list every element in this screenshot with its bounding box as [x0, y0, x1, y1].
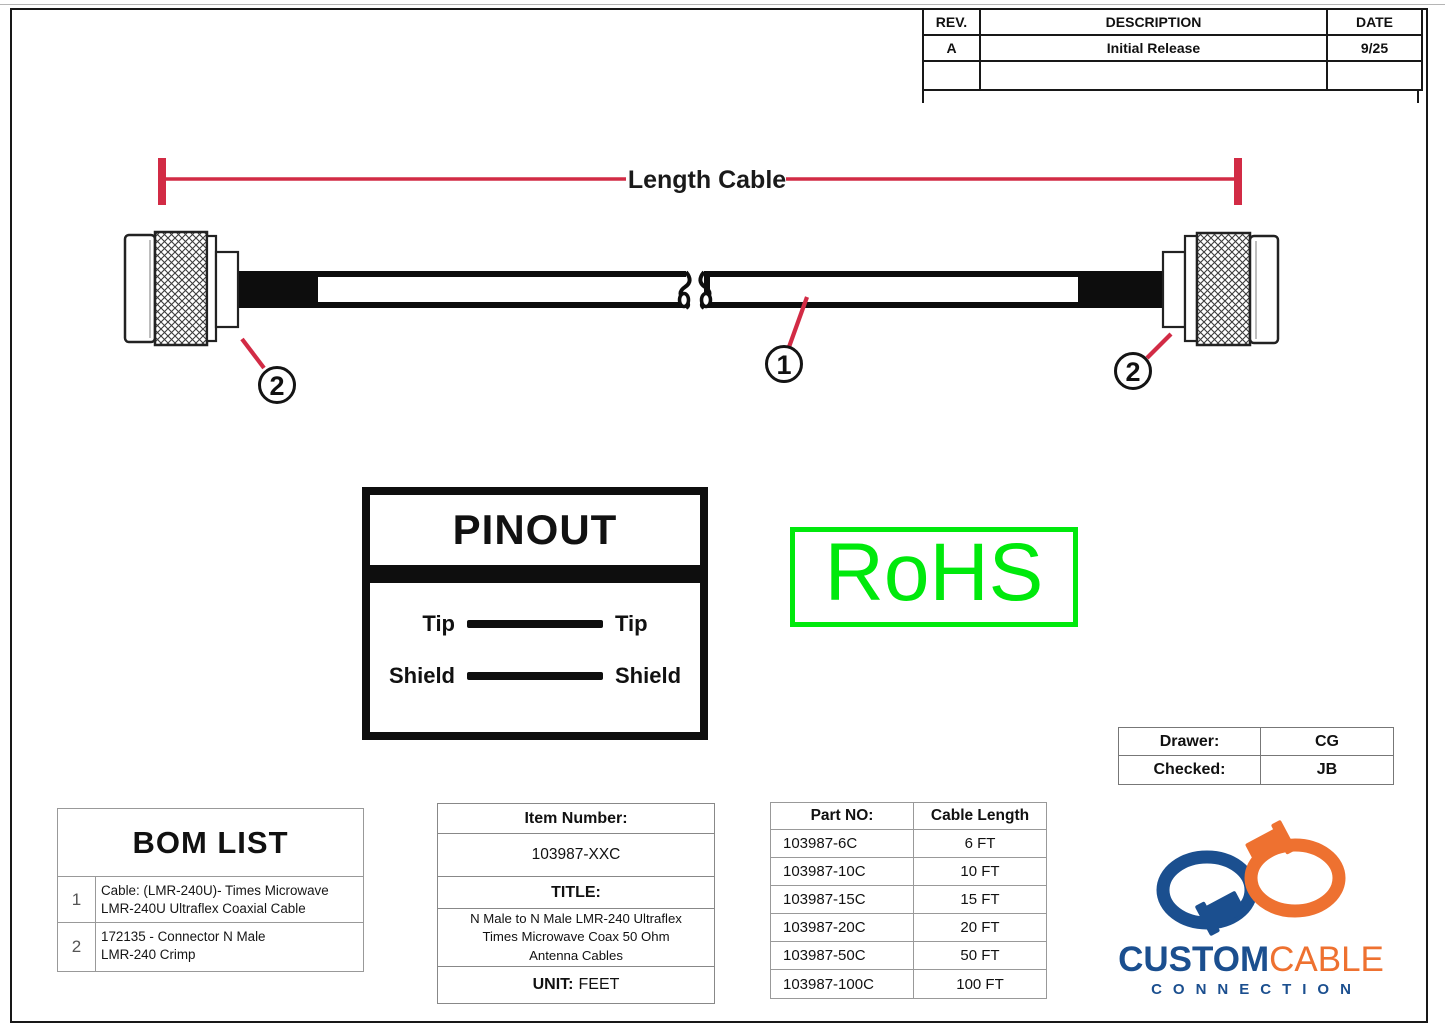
part-number: 103987-6C — [771, 830, 914, 858]
title-line: N Male to N Male LMR-240 Ultraflex — [470, 910, 682, 926]
cable-length: 100 FT — [956, 975, 1004, 993]
cable-break-loop-right — [702, 294, 711, 307]
bom-title: BOM LIST — [58, 809, 363, 877]
callout-number: 2 — [1125, 357, 1141, 387]
callout-number: 2 — [269, 371, 285, 401]
bom-desc-line: LMR-240 Crimp — [101, 946, 196, 962]
drawer-label: Drawer: — [1119, 728, 1261, 756]
cable-length: 6 FT — [914, 830, 1046, 858]
callout-connector-right — [1116, 334, 1172, 389]
length-col-header: Cable Length — [914, 803, 1046, 830]
cable-length: 20 FT — [914, 914, 1046, 942]
bom-desc-line: LMR-240U Ultraflex Coaxial Cable — [101, 900, 306, 916]
pinout-label-right: Tip — [615, 611, 648, 636]
rev-header-date: DATE — [1328, 10, 1421, 36]
pinout-wire — [467, 620, 603, 628]
dimension-label: Length Cable — [627, 166, 787, 194]
part-number: 103987-10C — [771, 858, 914, 886]
pinout-divider — [370, 565, 700, 583]
item-number-label: Item Number: — [524, 809, 628, 827]
title-text — [438, 908, 714, 966]
callout-leader — [242, 339, 264, 368]
dimension-tick-right — [1234, 158, 1242, 205]
bom-desc-line: Cable: (LMR-240U)- Times Microwave — [101, 883, 329, 898]
connector-knurl — [1197, 233, 1250, 345]
unit-row — [438, 966, 714, 1003]
title-label: TITLE: — [438, 876, 714, 908]
company-logo — [1085, 820, 1417, 998]
unit-label: UNIT: — [532, 976, 574, 993]
logo-text-cable: CABLE — [1269, 940, 1384, 979]
part-number: 103987-15C — [771, 886, 914, 914]
cable-left-inner — [318, 277, 686, 302]
callout-connector-left — [242, 339, 295, 403]
part-col-header: Part NO: — [771, 803, 914, 830]
bom-desc-line: 172135 - Connector N Male — [101, 929, 266, 944]
dimension-tick-left — [158, 158, 166, 205]
cable-break-loop-left — [680, 294, 689, 307]
bom-row — [58, 877, 363, 922]
bom-item-description — [96, 923, 363, 971]
cable-length: 10 FT — [914, 858, 1046, 886]
part-number-table — [770, 802, 1047, 999]
checked-label: Checked: — [1119, 756, 1261, 784]
bom-item-number: 2 — [58, 923, 96, 971]
rohs-badge — [790, 527, 1078, 627]
pinout-row-shield — [370, 661, 700, 691]
n-male-connector-right — [1163, 233, 1278, 345]
cable-length: 15 FT — [914, 886, 1046, 914]
logo-wordmark — [1085, 942, 1417, 978]
connector-knurl — [155, 232, 207, 345]
callout-cable — [767, 297, 808, 382]
drawer-value: CG — [1261, 728, 1393, 756]
item-number-value: 103987-XXC — [438, 833, 714, 876]
approval-table — [1118, 727, 1394, 785]
unit-value: FEET — [578, 976, 620, 993]
part-number: 103987-100C — [771, 970, 914, 998]
coax-cable — [238, 271, 1163, 308]
part-number: 103987-50C — [771, 942, 914, 970]
pinout-label-left: Tip — [422, 611, 455, 636]
length-dimension — [158, 158, 1242, 205]
connector-back-cap — [1250, 236, 1278, 343]
pinout-box — [362, 487, 708, 740]
bom-item-description — [96, 877, 363, 923]
rev-cell-date: 9/25 — [1328, 36, 1421, 62]
bom-row — [58, 922, 363, 971]
part-number: 103987-20C — [771, 914, 914, 942]
pinout-wire — [467, 672, 603, 680]
bom-item-number: 1 — [58, 877, 96, 923]
pinout-label-left: Shield — [388, 663, 455, 688]
logo-text-connection: CONNECTION — [1151, 981, 1362, 998]
rev-cell-rev: A — [924, 36, 981, 62]
callout-number: 1 — [776, 350, 792, 380]
cable-right-inner — [710, 277, 1078, 302]
rev-cell-description: Initial Release — [981, 36, 1328, 62]
pinout-row-tip — [370, 609, 700, 639]
rev-header-description: DESCRIPTION — [981, 10, 1328, 36]
item-title-block — [437, 803, 715, 1004]
checked-value: JB — [1316, 761, 1338, 778]
connector-ring — [207, 236, 216, 341]
connector-collar — [1163, 252, 1185, 327]
cable-length: 50 FT — [914, 942, 1046, 970]
pinout-label-right: Shield — [615, 663, 682, 688]
connector-ring — [1185, 236, 1197, 341]
pinout-title: PINOUT — [452, 506, 618, 553]
rohs-label: RoHS — [824, 527, 1044, 618]
rev-header-rev: REV. — [924, 10, 981, 36]
callout-leader — [1147, 334, 1171, 358]
title-line: Times Microwave Coax 50 Ohm — [482, 929, 670, 945]
n-male-connector-left — [125, 232, 238, 345]
connector-collar — [216, 252, 238, 327]
title-line: Antenna Cables — [529, 947, 623, 963]
logo-text-custom: CUSTOM — [1118, 940, 1270, 979]
bom-list — [57, 808, 364, 972]
infinity-cable-logo-icon — [1156, 820, 1346, 938]
